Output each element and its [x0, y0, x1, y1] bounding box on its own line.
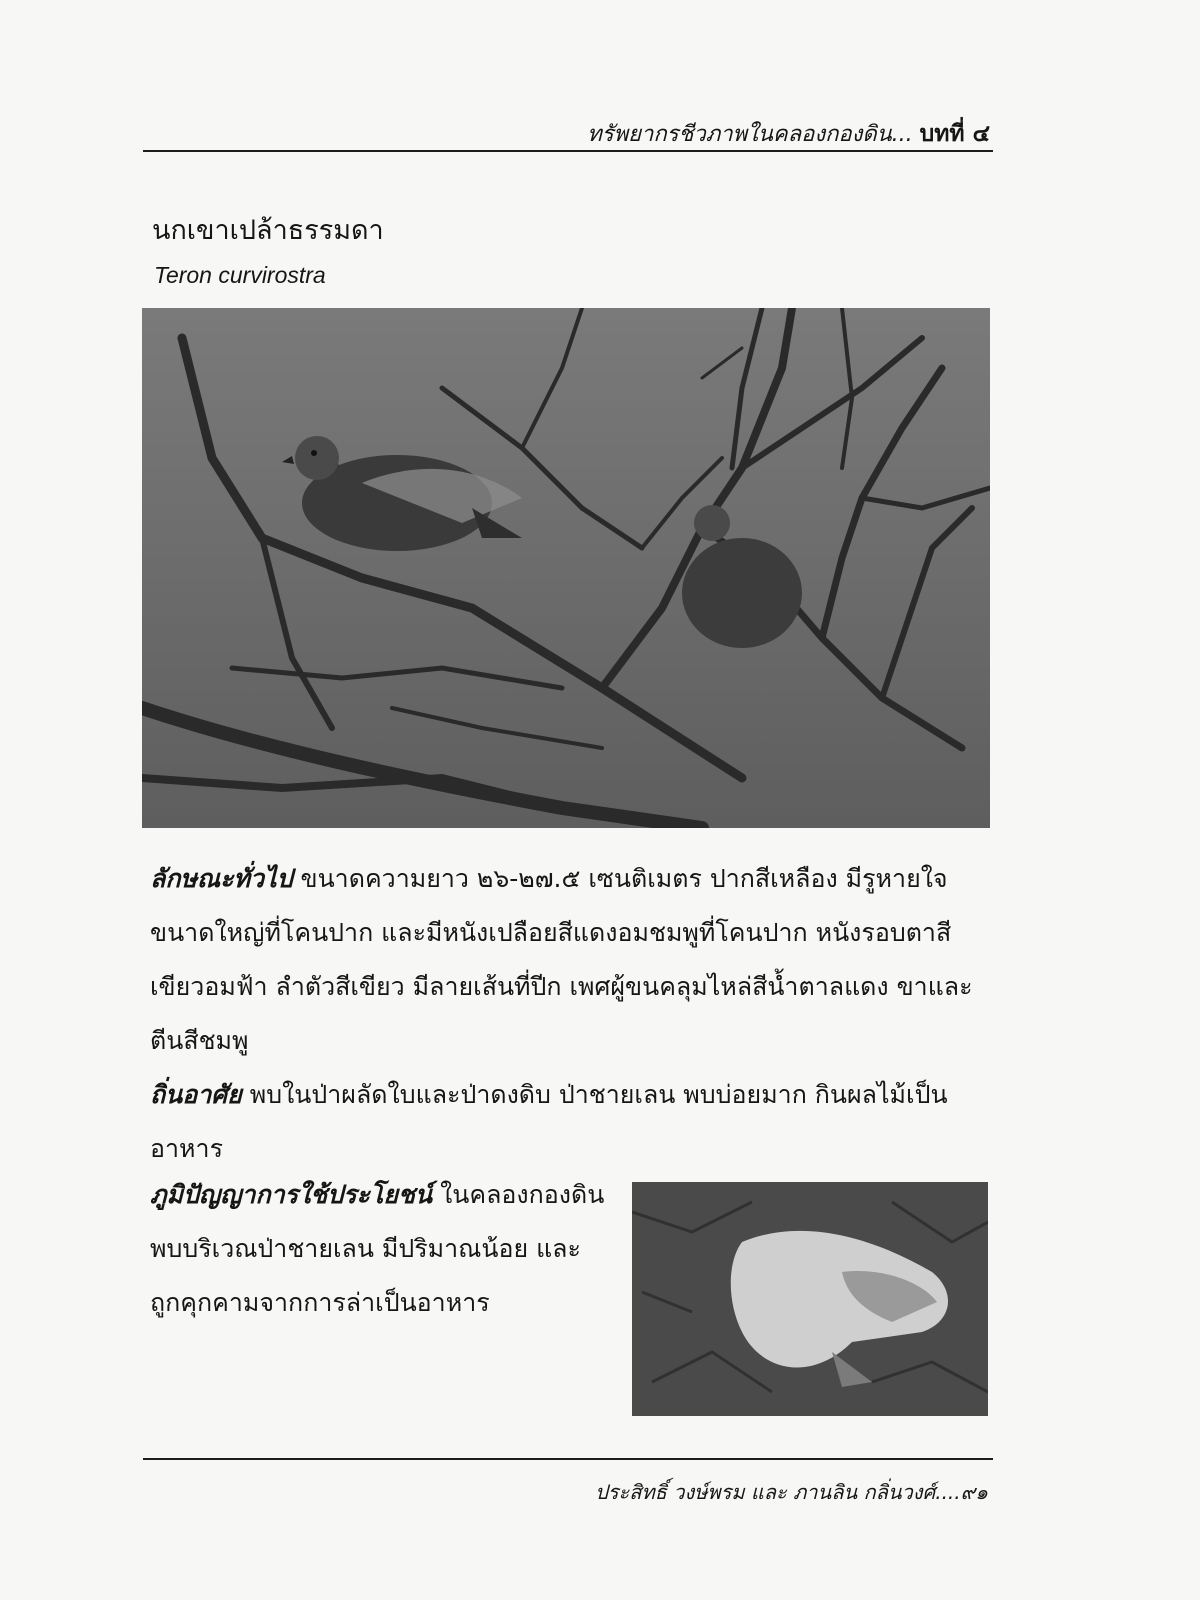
footer-rule [143, 1458, 993, 1460]
general-paragraph [150, 852, 990, 1068]
book-title: ทรัพยากรชีวภาพในคลองกองดิน... [587, 122, 913, 147]
species-thai-name: นกเขาเปล้าธรรมดา [152, 215, 384, 246]
page-footer [595, 1476, 988, 1508]
general-text: ขนาดความยาว ๒๖-๒๗.๕ เซนติเมตร ปากสีเหลือง มีรูหายใจขนาดใหญ่ที่โคนปาก และมีหนังเปลือยสีแดงอมชมพูที่โคนปาก หนังรอบตาสีเขียวอมฟ้า ลำตัวสีเขียว มีลายเส้นที่ปีก เพศผู้ขนคลุมไหล่สีน้ำตาลแดง ขาและตีนสีชมพู [150, 864, 973, 1055]
bird-photo [142, 308, 990, 828]
habitat-label: ถิ่นอาศัย [150, 1080, 242, 1109]
wisdom-label: ภูมิปัญญาการใช้ประโยชน์ [150, 1180, 433, 1209]
wisdom-block [150, 1168, 610, 1330]
footer-authors: ประสิทธิ์ วงษ์พรม และ ภานลิน กลิ่นวงศ์.... [595, 1480, 961, 1504]
running-header [587, 116, 990, 152]
wisdom-paragraph [150, 1168, 610, 1330]
page-number: ๙๑ [960, 1480, 988, 1504]
species-scientific-name: Teron curvirostra [154, 262, 326, 288]
description-block [150, 852, 990, 1176]
dead-bird-photo [632, 1182, 988, 1416]
chapter-label: บทที่ ๔ [919, 121, 990, 147]
habitat-text: พบในป่าผลัดใบและป่าดงดิบ ป่าชายเลน พบบ่อยมาก กินผลไม้เป็นอาหาร [150, 1080, 948, 1163]
habitat-paragraph [150, 1068, 990, 1176]
header-rule [143, 150, 993, 152]
general-label: ลักษณะทั่วไป [150, 864, 293, 893]
wisdom-text: ในคลองกองดินพบบริเวณป่าชายเลน มีปริมาณน้อย และถูกคุกคามจากการล่าเป็นอาหาร [150, 1180, 605, 1317]
